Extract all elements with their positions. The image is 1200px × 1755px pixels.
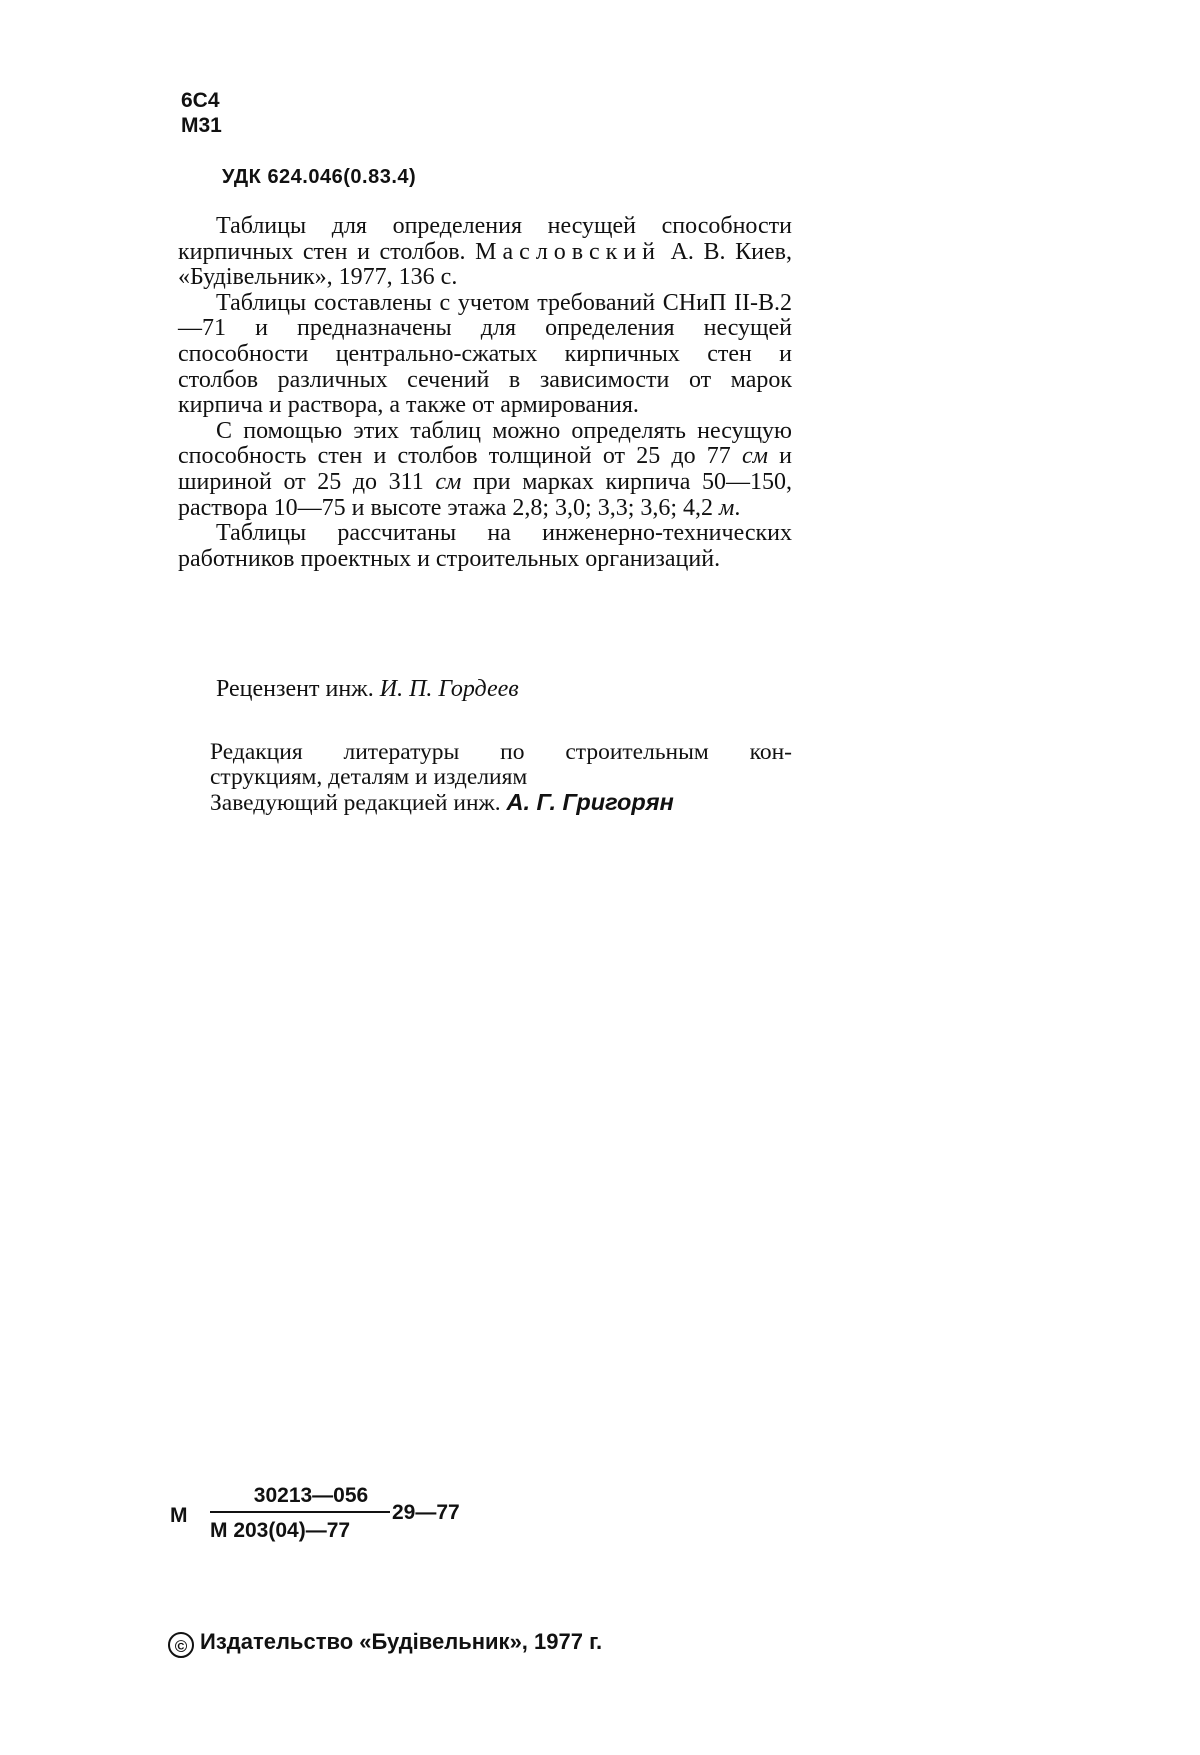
- annotation: [178, 214, 792, 572]
- annotation-paragraph-2: Таблицы составлены с учетом требований СНиП II-В.2—71 и предназначены для определения несущей способности центрально-сжатых кирпичных стен и столбов различных сечений в зависимости от марок кирпича и раствора, а также от армирования.: [178, 289, 792, 419]
- bbk-line-1: 6С4: [181, 89, 220, 112]
- bbk-line-2: М31: [181, 114, 222, 137]
- fraction-bar: [210, 1511, 390, 1513]
- bbk-index: [181, 88, 222, 138]
- annotation-paragraph-1: [178, 214, 792, 291]
- publication-info: А. В. Киев, «Будівельник», 1977, 136 с.: [178, 238, 792, 291]
- bib-numerator: 30213—056: [253, 1484, 369, 1507]
- editorial-head: [210, 790, 792, 816]
- annotation-title: Таблицы для определения несущей способности кирпичных стен и столбов.: [178, 213, 792, 265]
- unit-cm: см: [742, 443, 768, 470]
- copyright-icon: ©: [168, 1632, 194, 1658]
- annotation-paragraph-4: Таблицы рассчитаны на инженерно-технических работников проектных и строительных организаций.: [178, 520, 792, 572]
- copyright-line: [168, 1629, 602, 1658]
- editorial-head-name: А. Г. Григорян: [506, 789, 674, 815]
- unit-m: м: [719, 494, 735, 521]
- bib-code: 29—77: [392, 1501, 460, 1524]
- udc-code: УДК 624.046(0.83.4): [222, 166, 417, 188]
- reviewer-name: И. П. Гордеев: [379, 676, 519, 702]
- annotation-paragraph-3: С помощью этих таблиц можно определять несущую способность стен и столбов толщиной от 25 до 77 см и шириной от 25 до 311 см при марках кирпича 50—150, раствора 10—75 и высоте этажа 2,8; 3,0; 3,3; 3,6; 4,2 м.: [178, 417, 793, 521]
- author-name: Масловский: [475, 238, 661, 265]
- editorial-block: [210, 740, 792, 816]
- reviewer-label: Рецензент инж.: [216, 676, 374, 702]
- reviewer-line: [216, 676, 519, 703]
- editorial-line-2: струкциям, деталям и изделиям: [210, 764, 528, 790]
- unit-cm: см: [435, 468, 462, 495]
- copyright-text: Издательство «Будівельник», 1977 г.: [200, 1629, 603, 1654]
- editorial-head-label: Заведующий редакцией инж.: [210, 790, 501, 816]
- editorial-line-1: Редакция литературы по строительным кон-: [210, 739, 792, 765]
- bib-letter: М: [170, 1504, 188, 1527]
- bib-denominator: М 203(04)—77: [210, 1519, 351, 1542]
